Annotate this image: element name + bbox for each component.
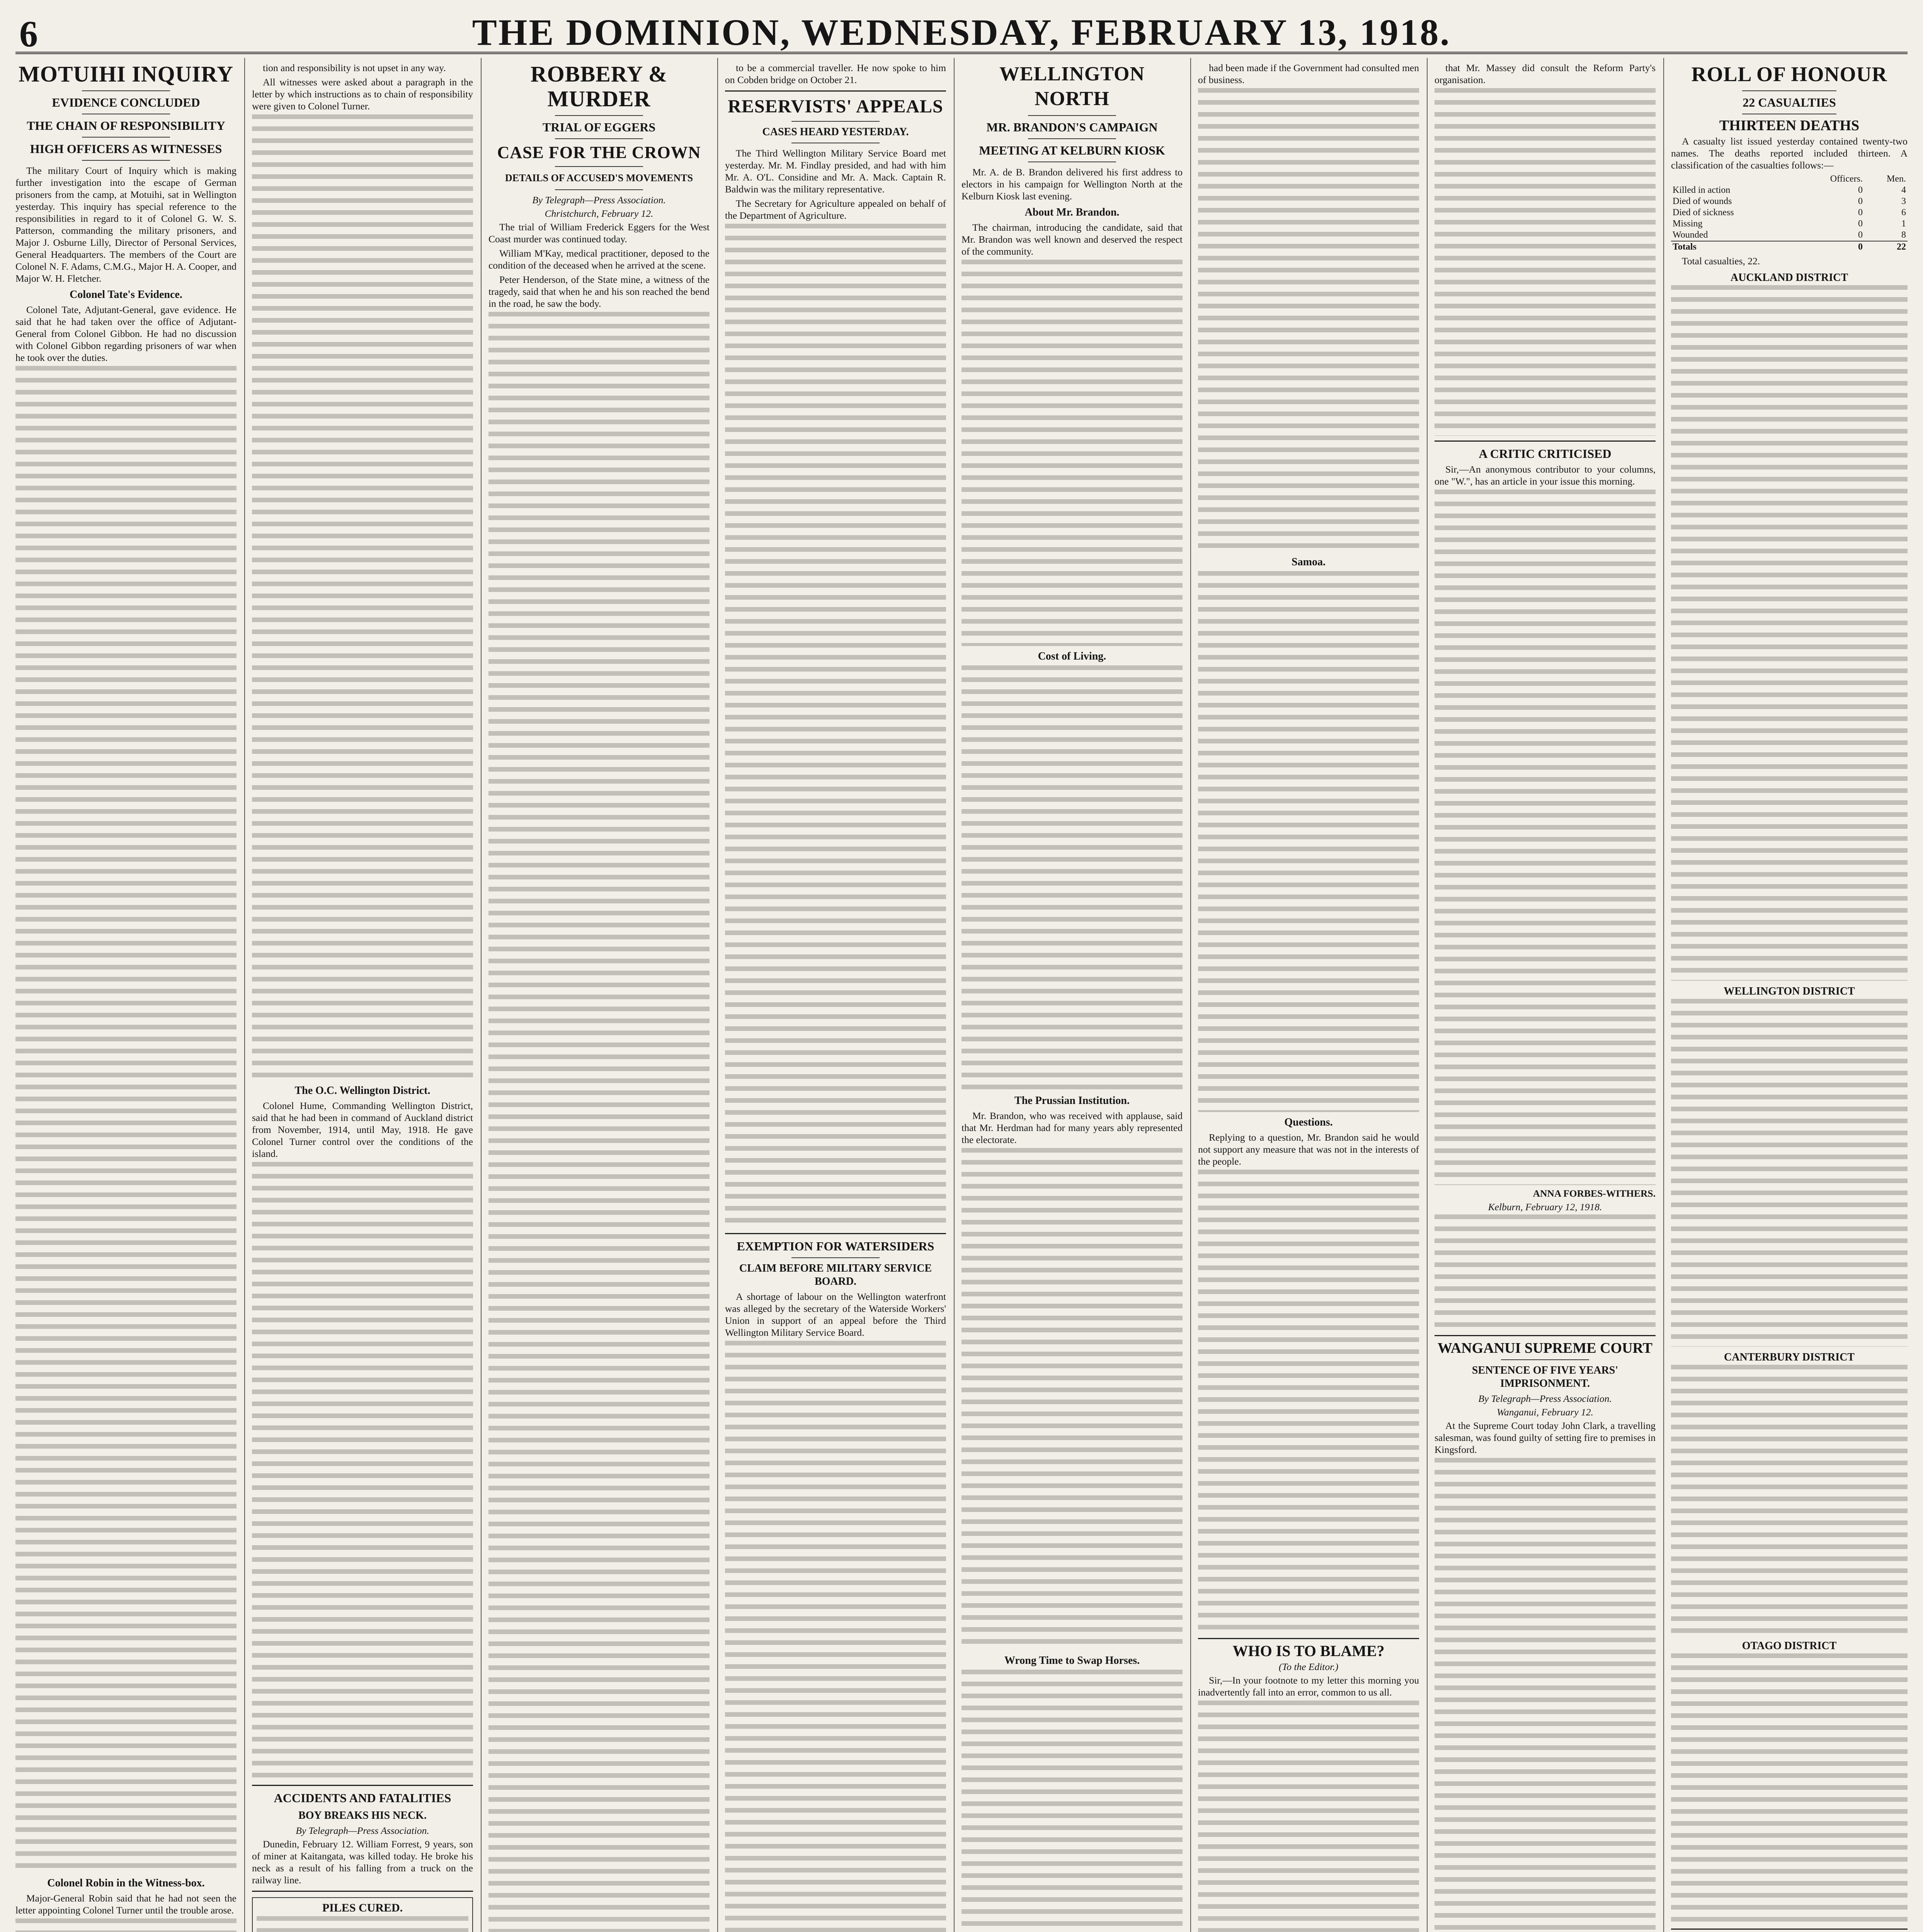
- headline-roll-of-honour: ROLL OF HONOUR: [1691, 63, 1887, 86]
- district-heading: AUCKLAND DISTRICT: [1730, 272, 1848, 284]
- article-paragraph: to be a commercial traveller. He now spoke to him on Cobden bridge on October 21.: [725, 62, 946, 85]
- headline-motuihi: MOTUIHI INQUIRY: [19, 62, 233, 87]
- article-paragraph: All witnesses were asked about a paragraph in the letter by which instructions as to chain of responsibility were given to Colonel Turner.: [252, 77, 473, 112]
- casualty-list-text: [1671, 1653, 1908, 1924]
- table-cell: Wounded: [1673, 230, 1708, 240]
- article-body-text: [1435, 88, 1656, 436]
- table-header-cell: [1671, 173, 1795, 185]
- dateline: By Telegraph—Press Association.: [296, 1825, 429, 1836]
- table-cell: 0: [1858, 207, 1863, 218]
- section-rule: [725, 1233, 946, 1234]
- newspaper-title: THE DOMINION, WEDNESDAY, FEBRUARY 13, 1918.: [472, 12, 1451, 53]
- column-6: [1198, 62, 1419, 1932]
- casualty-table: [1671, 173, 1908, 253]
- column-rule: [481, 58, 482, 1932]
- table-row: [1671, 185, 1908, 196]
- signature-place: Kelburn, February 12, 1918.: [1488, 1201, 1602, 1213]
- ad-title: PILES CURED.: [322, 1901, 403, 1914]
- headline-wanganui: WANGANUI SUPREME COURT: [1437, 1340, 1653, 1356]
- article-body-text: [252, 114, 473, 1080]
- divider: [1028, 115, 1116, 116]
- dateline-place: Christchurch, February 12.: [545, 208, 653, 219]
- article-body-text: [1198, 1701, 1419, 1932]
- divider: [555, 166, 643, 167]
- column-5: [962, 62, 1183, 1932]
- table-header-cell: Men.: [1887, 174, 1906, 184]
- article-body-text: [1198, 88, 1419, 552]
- headline-critic: A CRITIC CRITICISED: [1479, 447, 1612, 461]
- article-body-text: [1435, 1214, 1656, 1330]
- article-paragraph: Replying to a question, Mr. Brandon said he would not support any measure that was not in the interests of the people.: [1198, 1132, 1419, 1167]
- divider: [555, 189, 643, 190]
- table-cell: 8: [1901, 230, 1906, 240]
- article-paragraph: At the Supreme Court today John Clark, a travelling salesman, was found guilty of setting fire to premises in Kingsford.: [1435, 1420, 1656, 1455]
- table-row: [1671, 241, 1908, 253]
- section-rule: [252, 1785, 473, 1786]
- table-cell: 0: [1858, 242, 1863, 252]
- subheading: Questions.: [1284, 1116, 1333, 1128]
- column-rule: [244, 58, 245, 1932]
- column-8: [1671, 62, 1908, 1932]
- table-cell: Missing: [1673, 219, 1703, 229]
- table-cell: 0: [1858, 185, 1863, 195]
- table-cell: Died of wounds: [1673, 196, 1732, 206]
- divider: [82, 90, 170, 91]
- deck: TRIAL OF EGGERS: [542, 120, 656, 134]
- subheading: Wrong Time to Swap Horses.: [1004, 1655, 1140, 1667]
- article-body-text: [252, 1162, 473, 1780]
- headline-robbery: ROBBERY & MURDER: [530, 62, 668, 111]
- article-paragraph: Major-General Robin said that he had not seen the letter appointing Colonel Turner until the trouble arose.: [15, 1893, 237, 1916]
- article-paragraph: The Secretary for Agriculture appealed on behalf of the Department of Agriculture.: [725, 198, 946, 221]
- table-cell: 1: [1901, 219, 1906, 229]
- dateline-place: Wanganui, February 12.: [1497, 1406, 1593, 1418]
- subheading: Colonel Robin in the Witness-box.: [47, 1877, 205, 1889]
- article-body-text: [1198, 1170, 1419, 1633]
- subheading: The Prussian Institution.: [1014, 1095, 1130, 1107]
- column-2: [252, 62, 473, 1932]
- deck: MEETING AT KELBURN KIOSK: [979, 143, 1165, 157]
- deck: CLAIM BEFORE MILITARY SERVICE BOARD.: [739, 1262, 932, 1287]
- column-rule: [1427, 58, 1428, 1932]
- article-body-text: [15, 1918, 237, 1932]
- deck: SENTENCE OF FIVE YEARS' IMPRISONMENT.: [1472, 1364, 1618, 1389]
- article-paragraph: The chairman, introducing the candidate, said that Mr. Brandon was well known and deserved the respect of the community.: [962, 222, 1183, 257]
- deck: CASES HEARD YESTERDAY.: [762, 126, 909, 138]
- column-rule: [1190, 58, 1191, 1932]
- article-body-text: [1198, 571, 1419, 1112]
- section-rule: [725, 90, 946, 92]
- article-paragraph: Colonel Hume, Commanding Wellington District, said that he had been in command of Auckland district from November, 1914, until May, 1918. He gave Colonel Turner control over the conditions of the island.: [252, 1100, 473, 1159]
- headline-who-to-blame: WHO IS TO BLAME?: [1232, 1642, 1385, 1660]
- article-paragraph: William M'Kay, medical practitioner, deposed to the condition of the deceased when he arrived at the scene.: [488, 248, 710, 271]
- casualty-list-text: [1671, 1365, 1908, 1635]
- article-paragraph: tion and responsibility is not upset in any way.: [263, 62, 446, 73]
- column-rule: [1663, 58, 1664, 1932]
- article-body-text: [1435, 1458, 1656, 1932]
- article-paragraph: Mr. A. de B. Brandon delivered his first address to electors in his campaign for Wellington North at the Kelburn Kiosk last evening.: [962, 167, 1183, 202]
- article-paragraph: Total casualties, 22.: [1682, 255, 1760, 267]
- table-header-cell: Officers.: [1830, 174, 1863, 184]
- article-paragraph: that Mr. Massey did consult the Reform Party's organisation.: [1435, 62, 1656, 85]
- table-row: [1671, 207, 1908, 218]
- article-paragraph: Sir,—In your footnote to my letter this morning you inadvertently fall into an error, common to us all.: [1198, 1675, 1419, 1698]
- district-heading: CANTERBURY DISTRICT: [1724, 1351, 1855, 1363]
- subheading: The O.C. Wellington District.: [294, 1085, 431, 1097]
- subheading: BOY BREAKS HIS NECK.: [298, 1810, 427, 1821]
- district-heading: OTAGO DISTRICT: [1742, 1640, 1837, 1652]
- district-heading: WELLINGTON DISTRICT: [1724, 985, 1855, 997]
- table-cell: 0: [1858, 230, 1863, 240]
- article-body-text: [488, 312, 710, 1932]
- deck: THE CHAIN OF RESPONSIBILITY: [27, 119, 225, 133]
- divider: [82, 160, 170, 161]
- article-paragraph: Sir,—An anonymous contributor to your columns, one "W.", has an article in your issue this morning.: [1435, 464, 1656, 487]
- article-body-text: [962, 1670, 1183, 1932]
- article-paragraph: A casualty list issued yesterday contained twenty-two names. The deaths reported included thirteen. A classification of the casualties follows:—: [1671, 136, 1908, 171]
- table-header-row: [1671, 173, 1908, 185]
- deck: HIGH OFFICERS AS WITNESSES: [30, 142, 222, 156]
- dateline: By Telegraph—Press Association.: [1478, 1393, 1612, 1404]
- deck: MR. BRANDON'S CAMPAIGN: [986, 120, 1158, 134]
- divider: [1742, 90, 1837, 91]
- article-body-text: [15, 366, 237, 1873]
- dateline: By Telegraph—Press Association.: [532, 194, 666, 206]
- divider: [791, 121, 880, 122]
- article-paragraph: Colonel Tate, Adjutant-General, gave evidence. He said that he had taken over the office of Adjutant-General from Colonel Gibbon. He had no discussion with Colonel Gibbon regarding prisoners of war when he took over the duties.: [15, 304, 237, 363]
- article-body-text: [725, 224, 946, 1228]
- table-cell: 4: [1901, 185, 1906, 195]
- divider: [555, 138, 643, 139]
- section-rule: [252, 1891, 473, 1892]
- article-body-text: [962, 260, 1183, 646]
- table-row: [1671, 230, 1908, 241]
- divider: [791, 1257, 880, 1258]
- article-body-text: [1435, 490, 1656, 1185]
- article-body-text: [725, 1341, 946, 1932]
- deck: 22 CASUALTIES: [1743, 95, 1836, 109]
- table-cell: Killed in action: [1673, 185, 1731, 195]
- table-cell: 0: [1858, 219, 1863, 229]
- divider: [555, 115, 643, 116]
- subheading: Colonel Tate's Evidence.: [70, 289, 182, 301]
- section-rule: [1435, 440, 1656, 442]
- page-number: 6: [19, 13, 38, 54]
- table-cell: 0: [1858, 196, 1863, 206]
- subheading: Samoa.: [1292, 556, 1326, 568]
- deck: DETAILS OF ACCUSED'S MOVEMENTS: [505, 172, 693, 184]
- article-paragraph: Dunedin, February 12. William Forrest, 9 years, son of miner at Kaitangata, was killed today. He broke his neck as a result of his falling from a truck on the railway line.: [252, 1838, 473, 1886]
- article-paragraph: Peter Henderson, of the State mine, a witness of the tragedy, said that when he and his son reached the bend in the road, he saw the body.: [488, 274, 710, 309]
- table-cell: 6: [1901, 207, 1906, 218]
- table-row: [1671, 218, 1908, 230]
- casualty-list-text: [1671, 285, 1908, 981]
- column-1: [15, 62, 237, 1932]
- column-3: [488, 62, 710, 1932]
- signature: ANNA FORBES-WITHERS.: [1533, 1188, 1656, 1199]
- article-paragraph: The Third Wellington Military Service Board met yesterday. Mr. M. Findlay presided, and had with him Mr. A. O'L. Considine and Mr. A. Mack. Captain R. Baldwin was the military representative.: [725, 148, 946, 195]
- article-paragraph: had been made if the Government had consulted men of business.: [1198, 62, 1419, 85]
- column-rule: [954, 58, 955, 1932]
- deck: THIRTEEN DEATHS: [1719, 117, 1860, 134]
- table-cell: 22: [1897, 242, 1906, 252]
- deck: CASE FOR THE CROWN: [497, 143, 701, 162]
- deck: EVIDENCE CONCLUDED: [52, 95, 200, 109]
- article-paragraph: A shortage of labour on the Wellington waterfront was alleged by the secretary of the Waterside Workers' Union in support of an appeal before the Third Wellington Military Service Board.: [725, 1291, 946, 1338]
- divider: [82, 137, 170, 138]
- column-4: [725, 62, 946, 1932]
- table-cell: 3: [1901, 196, 1906, 206]
- divider: [1501, 1359, 1589, 1360]
- article-paragraph: The military Court of Inquiry which is making further investigation into the escape of German prisoners from the camp, at Motuihi, sat in Wellington yesterday. This inquiry has special reference to the responsibilities in regard to it of Colonel G. W. S. Patterson, commanding the military prisoners, and Major J. Osburne Lilly, Director of Personal Services, General Headquarters. The members of the Court are Colonel N. F. Adams, C.M.G., Major H. A. Cooper, and Major W. H. Fletcher.: [15, 165, 237, 284]
- masthead: [15, 9, 1908, 54]
- headline-reservists: RESERVISTS' APPEALS: [728, 96, 943, 117]
- ad-body-text: [257, 1916, 468, 1932]
- article-body-text: [962, 1148, 1183, 1650]
- advertisement: [252, 1897, 473, 1932]
- divider: [1028, 138, 1116, 139]
- casualty-list-text: [1671, 999, 1908, 1347]
- column-rule: [717, 58, 718, 1932]
- headline-wellington-north: WELLINGTON NORTH: [999, 63, 1145, 110]
- article-paragraph: The trial of William Frederick Eggers for the West Coast murder was continued today.: [488, 221, 710, 245]
- section-rule: [1198, 1638, 1419, 1639]
- table-row: [1671, 196, 1908, 207]
- letter-to-editor: (To the Editor.): [1278, 1661, 1339, 1672]
- section-rule: [1671, 1929, 1908, 1930]
- headline-accidents: ACCIDENTS AND FATALITIES: [274, 1791, 451, 1805]
- subheading: About Mr. Brandon.: [1024, 206, 1120, 218]
- column-7: [1435, 62, 1656, 1932]
- article-paragraph: Mr. Brandon, who was received with applause, said that Mr. Herdman had for many years ably represented the electorate.: [962, 1110, 1183, 1145]
- table-cell: Totals: [1673, 242, 1697, 252]
- subheading: Cost of Living.: [1038, 650, 1106, 662]
- table-cell: Died of sickness: [1673, 207, 1734, 218]
- headline-watersiders: EXEMPTION FOR WATERSIDERS: [737, 1239, 934, 1253]
- section-rule: [1435, 1335, 1656, 1336]
- article-body-text: [962, 665, 1183, 1090]
